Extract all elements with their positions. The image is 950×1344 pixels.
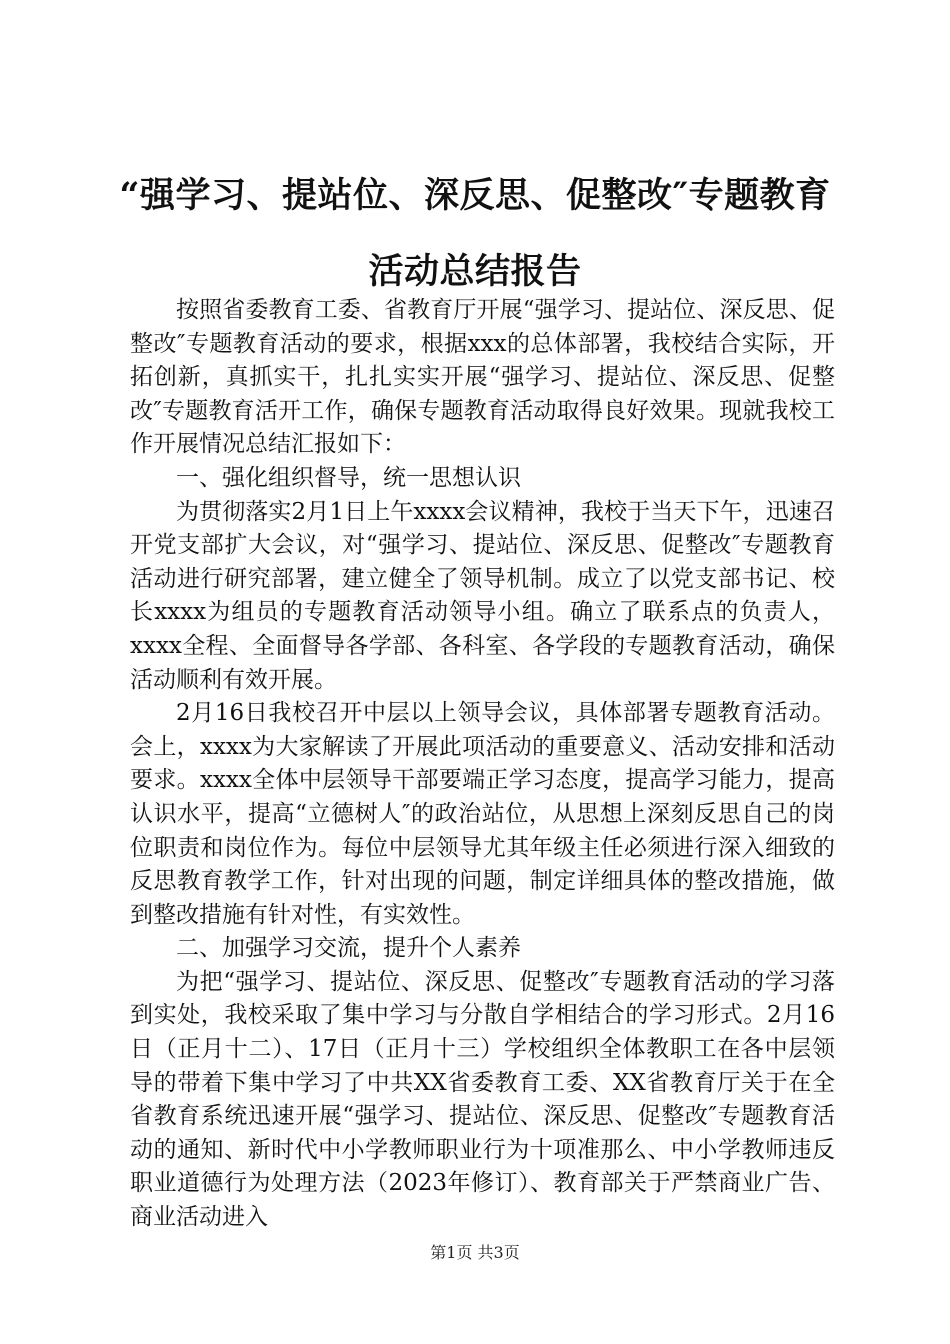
paragraph-section1-b: 2月16日我校召开中层以上领导会议，具体部署专题教育活动。会上，xxxx为大家解读了开展此项活动的重要意义、活动安排和活动要求。xxxx全体中层领导干部要端正学习态度，提高学习能力，提高认识水平，提高“立德树人″的政治站位，从思想上深刻反思自己的岗位职责和岗位作为。每位中层领导尤其年级主任必须进行深入细致的反思教育教学工作，针对出现的问题，制定详细具体的整改措施，做到整改措施有针对性，有实效性。 <box>130 700 835 928</box>
section-heading-2: 二、加强学习交流，提升个人素养 <box>176 935 521 962</box>
document-body <box>130 294 835 1235</box>
paragraph-section2-a: 为把“强学习、提站位、深反思、促整改″专题教育活动的学习落到实处，我校采取了集中学习与分散自学相结合的学习形式。2月16日（正月十二）、17日（正月十三）学校组织全体教职工在各中层领导的带着下集中学习了中共XX省委教育工委、XX省教育厅关于在全省教育系统迅速开展“强学习、提站位、深反思、促整改″专题教育活动的通知、新时代中小学教师职业行为十项准那么、中小学教师违反职业道德行为处理方法（2023年修订）、教育部关于严禁商业广告、商业活动进入 <box>130 968 835 1231</box>
page-number-footer: 第1页 共3页 <box>430 1243 520 1262</box>
paragraph-section1-a: 为贯彻落实2月1日上午xxxx会议精神，我校于当天下午，迅速召开党支部扩大会议，对“强学习、提站位、深反思、促整改″专题教育活动进行研究部署，建立健全了领导机制。成立了以党支部书记、校长xxxx为组员的专题教育活动领导小组。确立了联系点的负责人，xxxx全程、全面督导各学部、各科室、各学段的专题教育活动，确保活动顺利有效开展。 <box>130 498 835 693</box>
paragraph-intro: 按照省委教育工委、省教育厅开展“强学习、提站位、深反思、促整改″专题教育活动的要求，根据xxx的总体部署，我校结合实际，开拓创新，真抓实干，扎扎实实开展“强学习、提站位、深反思、促整改″专题教育活开工作，确保专题教育活动取得良好效果。现就我校工作开展情况总结汇报如下： <box>130 297 835 458</box>
section-heading-1: 一、强化组织督导，统一思想认识 <box>176 464 521 491</box>
document-title: “强学习、提站位、深反思、促整改″专题教育活动总结报告 <box>119 175 831 292</box>
